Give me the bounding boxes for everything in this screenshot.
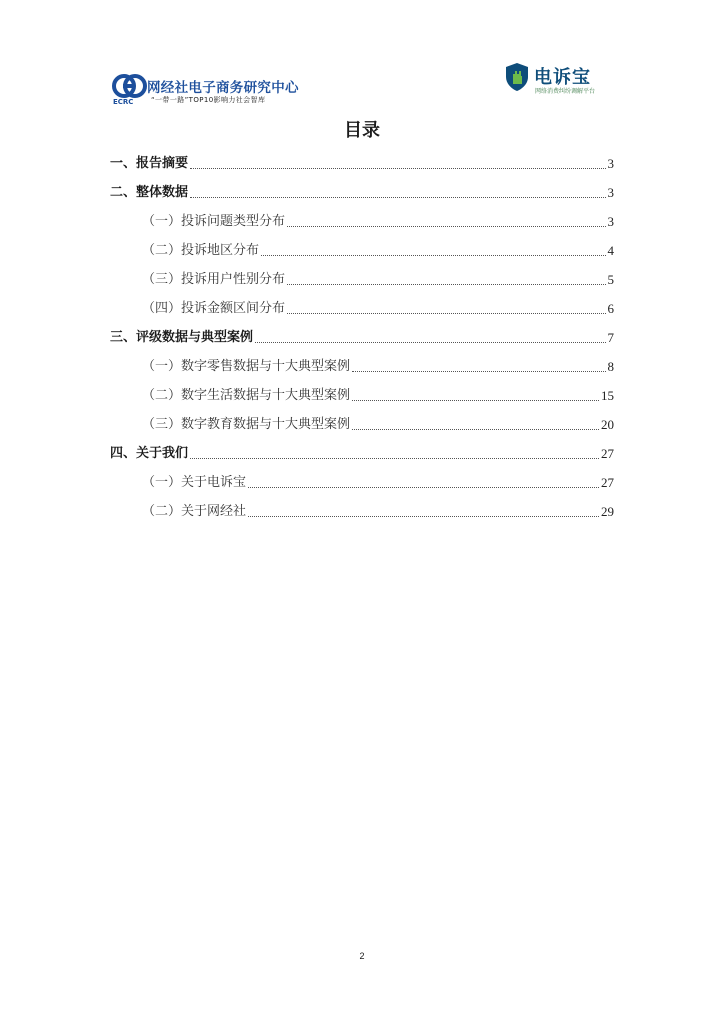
toc-title: 目录 (344, 120, 380, 141)
toc-entry-page: 4 (607, 243, 614, 258)
ecrc-abbr: ECRC (113, 98, 134, 106)
toc-entry-label: （三）投诉用户性别分布 (142, 272, 286, 287)
toc-leader (352, 428, 599, 430)
dianshubao-subtitle: 网络消费纠纷调解平台 (535, 88, 596, 95)
toc-entry-label: （四）投诉金额区间分布 (142, 301, 286, 316)
toc-entry-page: 3 (607, 156, 614, 171)
dianshubao-title: 电诉宝 (534, 67, 591, 88)
toc-entry[interactable] (110, 297, 614, 317)
toc-entry-page: 15 (601, 388, 614, 403)
toc-leader (190, 167, 605, 169)
toc-entry-page: 7 (607, 330, 614, 345)
toc-leader (248, 515, 599, 517)
toc-leader (261, 254, 605, 256)
shield-icon (505, 62, 529, 92)
toc-entry-label: 二、整体数据 (110, 185, 189, 200)
toc-entry-label: （一）投诉问题类型分布 (142, 214, 286, 229)
toc-entry[interactable] (110, 210, 614, 230)
toc-leader (248, 486, 599, 488)
toc-entry[interactable] (110, 268, 614, 288)
toc-entry[interactable] (110, 500, 614, 520)
ecrc-title: 网经社电子商务研究中心 (147, 80, 299, 96)
toc-entry-page: 29 (601, 504, 614, 519)
toc-leader (190, 196, 605, 198)
toc-entry-page: 8 (607, 359, 614, 374)
toc-entry-page: 20 (601, 417, 614, 432)
toc-leader (352, 399, 599, 401)
toc-leader (352, 370, 605, 372)
toc-entry[interactable] (110, 355, 614, 375)
toc-entry-label: 四、关于我们 (110, 446, 189, 461)
toc-entry[interactable] (110, 471, 614, 491)
toc-leader (287, 312, 605, 314)
toc-entry-page: 5 (607, 272, 614, 287)
toc-leader (287, 283, 605, 285)
toc-entry-label: 一、报告摘要 (110, 156, 189, 171)
toc-entry[interactable] (110, 181, 614, 201)
toc-entry-label: 三、评级数据与典型案例 (110, 330, 254, 345)
toc-entry-page: 6 (607, 301, 614, 316)
dianshubao-logo-block (505, 62, 615, 96)
toc-entry-page: 3 (607, 214, 614, 229)
toc-entry[interactable] (110, 442, 614, 462)
page-number: 2 (359, 951, 365, 961)
toc-entry-page: 3 (607, 185, 614, 200)
toc-leader (255, 341, 605, 343)
toc-entry[interactable] (110, 384, 614, 404)
toc-entry[interactable] (110, 413, 614, 433)
toc-leader (287, 225, 605, 227)
toc-entry-label: （一）数字零售数据与十大典型案例 (142, 359, 351, 374)
toc-entry-page: 27 (601, 446, 614, 461)
ecrc-subtitle: “一带一路”TOP10影响力社会智库 (151, 96, 266, 104)
toc-entry-label: （三）数字教育数据与十大典型案例 (142, 417, 351, 432)
toc-entry-label: （二）关于网经社 (142, 504, 247, 519)
toc-entry-label: （二）投诉地区分布 (142, 243, 260, 258)
toc-entry-page: 27 (601, 475, 614, 490)
toc-entry-label: （一）关于电诉宝 (142, 475, 247, 490)
toc-entry-label: （二）数字生活数据与十大典型案例 (142, 388, 351, 403)
toc-entry[interactable] (110, 152, 614, 172)
toc-entry[interactable] (110, 326, 614, 346)
toc-entry[interactable] (110, 239, 614, 259)
toc-leader (190, 457, 599, 459)
